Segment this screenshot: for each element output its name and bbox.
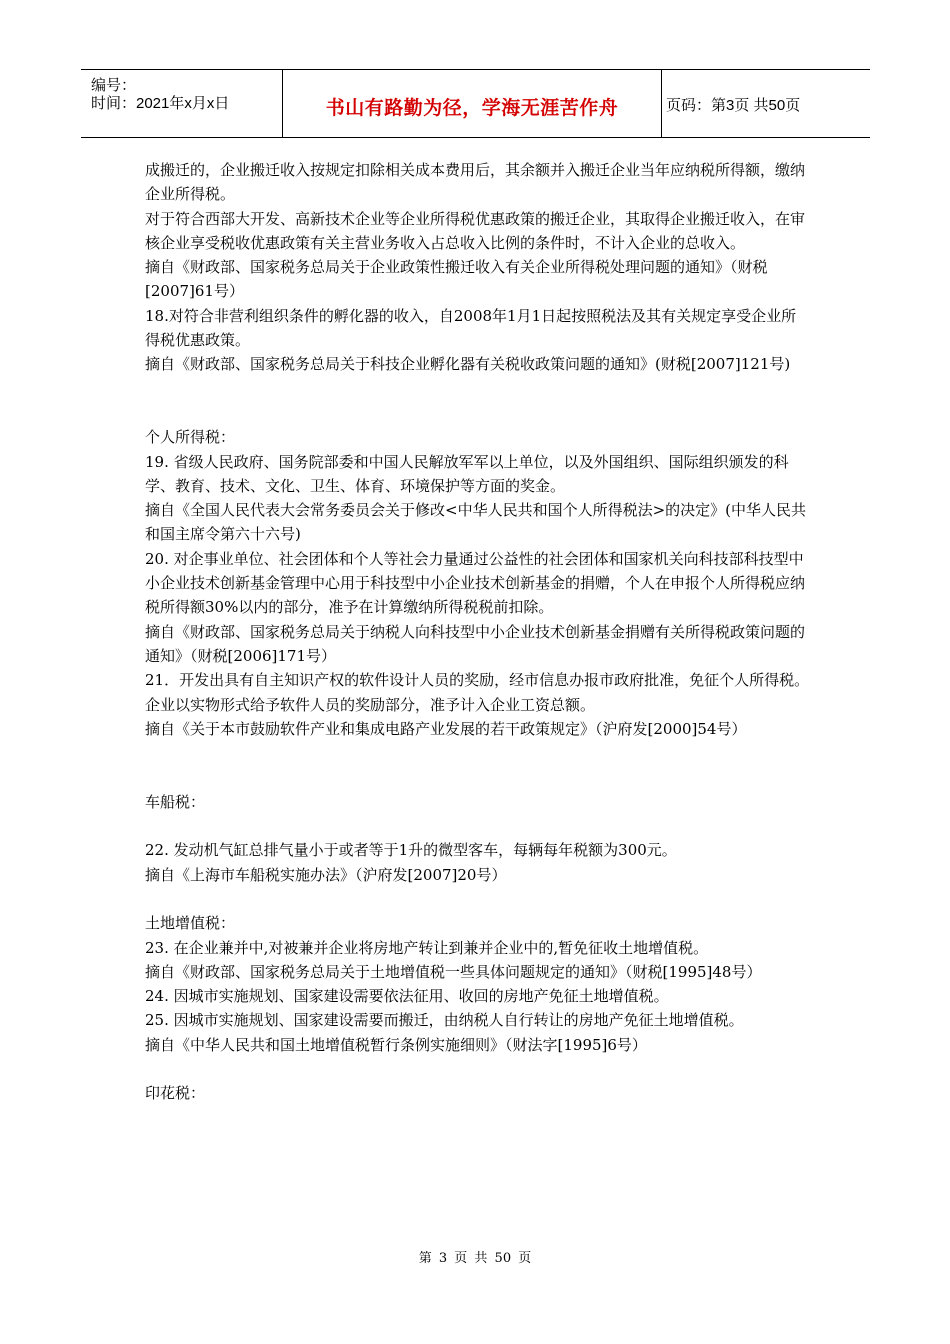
body-paragraph: 21．开发出具有自主知识产权的软件设计人员的奖励，经市信息办报市政府批准，免征个人所得税。企业以实物形式给予软件人员的奖励部分，准予计入企业工资总额。: [145, 671, 810, 714]
body-paragraph: 22. 发动机气缸总排气量小于或者等于1升的微型客车，每辆每年税额为300元。: [145, 841, 677, 860]
body-paragraph: 23. 在企业兼并中,对被兼并企业将房地产转让到兼并企业中的,暂免征收土地增值税。: [145, 938, 709, 957]
body-paragraph: 摘自《全国人民代表大会常务委员会关于修改<中华人民共和国个人所得税法>的决定》(中华人民共和国主席令第六十六号): [145, 501, 806, 544]
page-header: [81, 69, 870, 138]
body-paragraph: 摘自《财政部、国家税务总局关于土地增值税一些具体问题规定的通知》（财税[1995]48号）: [145, 962, 762, 981]
body-paragraph: 摘自《财政部、国家税务总局关于科技企业孵化器有关税收政策问题的通知》(财税[2007]121号): [145, 355, 791, 374]
blank-line: [145, 765, 810, 789]
blank-line: [145, 377, 810, 401]
document-number-label: 编号：: [91, 77, 137, 94]
body-paragraph: 摘自《中华人民共和国土地增值税暂行条例实施细则》（财法字[1995]6号）: [145, 1035, 647, 1054]
document-time-label: 时间：2021年x月x日: [91, 95, 230, 112]
body-paragraph: 摘自《财政部、国家税务总局关于企业政策性搬迁收入有关企业所得税处理问题的通知》（财税[2007]61号）: [145, 258, 768, 301]
blank-line: [145, 887, 810, 911]
body-paragraph: 24. 因城市实施规划、国家建设需要依法征用、收回的房地产免征土地增值税。: [145, 987, 669, 1006]
body-paragraph: 18.对符合非营利组织条件的孵化器的收入，自2008年1月1日起按照税法及其有关规定享受企业所得税优惠政策。: [145, 306, 797, 350]
body-paragraph: 土地增值税：: [145, 914, 236, 933]
page-footer: 第 3 页 共 50 页: [418, 1251, 532, 1266]
header-motto-cell: [283, 70, 662, 137]
body-paragraph: 成搬迁的，企业搬迁收入按规定扣除相关成本费用后，其余额并入搬迁企业当年应纳税所得额，缴纳企业所得税。: [145, 161, 806, 204]
body-paragraph: 车船税：: [145, 792, 206, 811]
blank-line: [145, 1057, 810, 1081]
blank-line: [145, 401, 810, 425]
body-paragraph: 摘自《上海市车船税实施办法》（沪府发[2007]20号）: [145, 865, 507, 884]
body-paragraph: 19. 省级人民政府、国务院部委和中国人民解放军军以上单位，以及外国组织、国际组织颁发的科学、教育、技术、文化、卫生、体育、环境保护等方面的奖金。: [145, 452, 789, 495]
document-body: [145, 158, 810, 1106]
body-paragraph: 印花税：: [145, 1084, 206, 1103]
body-paragraph: 个人所得税：: [145, 428, 236, 447]
blank-line: [145, 741, 810, 765]
body-paragraph: 20. 对企事业单位、社会团体和个人等社会力量通过公益性的社会团体和国家机关向科技部科技型中小企业技术创新基金管理中心用于科技型中小企业技术创新基金的捐赠，个人在申报个人所得税应纳税所得额30%以内的部分，准予在计算缴纳所得税税前扣除。: [145, 549, 806, 617]
body-paragraph: 摘自《财政部、国家税务总局关于纳税人向科技型中小企业技术创新基金捐赠有关所得税政策问题的通知》（财税[2006]171号）: [145, 622, 806, 665]
body-paragraph: 摘自《关于本市鼓励软件产业和集成电路产业发展的若干政策规定》（沪府发[2000]54号）: [145, 719, 747, 738]
header-info-cell: [81, 70, 283, 137]
header-motto: 书山有路勤为径，学海无涯苦作舟: [325, 97, 619, 119]
header-page-info: 页码：第3页 共50页: [666, 97, 801, 114]
blank-line: [145, 814, 810, 838]
body-paragraph: 25. 因城市实施规划、国家建设需要而搬迁，由纳税人自行转让的房地产免征土地增值税。: [145, 1011, 744, 1030]
body-paragraph: 对于符合西部大开发、高新技术企业等企业所得税优惠政策的搬迁企业，其取得企业搬迁收入，在审核企业享受税收优惠政策有关主营业务收入占总收入比例的条件时，不计入企业的总收入。: [145, 209, 806, 252]
header-page-cell: [662, 70, 870, 137]
